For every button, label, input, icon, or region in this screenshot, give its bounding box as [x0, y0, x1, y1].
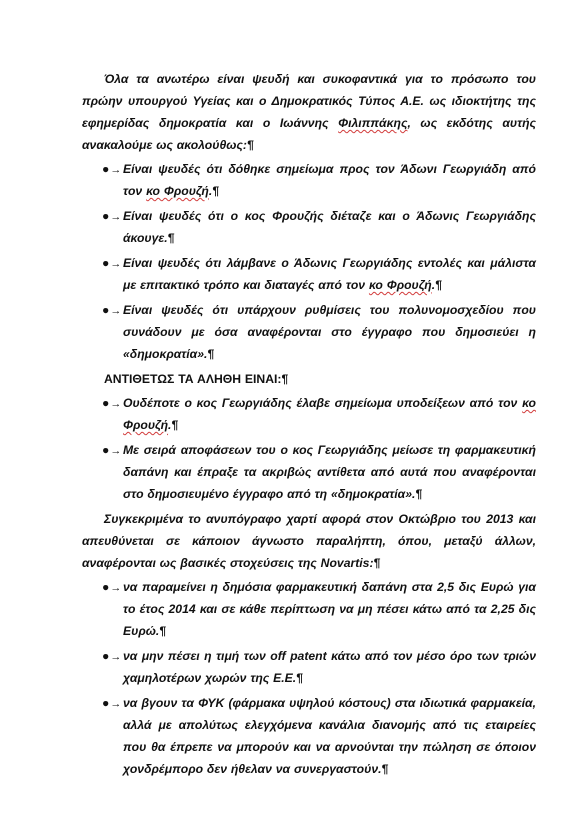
bullet-icon: ●: [102, 209, 110, 223]
list-item: [82, 392, 536, 436]
novartis-goals-list: [82, 576, 536, 780]
bullet-arrow-icon: [102, 158, 121, 181]
tab-arrow-icon: →: [110, 305, 122, 317]
truth-list: [82, 392, 536, 505]
list-item-text: Είναι ψευδές ότι δόθηκε σημείωμα προς τον Άδωνι Γεωργιάδη από τον: [123, 162, 536, 198]
spellcheck-word: κο Φρουζή: [123, 396, 536, 432]
list-item-text: να βγουν τα ΦΥΚ (φάρμακα υψηλού κόστους) στα ιδιωτικά φαρμακεία, αλλά με απολύτως ελεγχόμενα κανάλια διανομής από τις εταιρείες που θα έπρεπε να μπορούν και να αρνούνται την πώληση σε όποιον χονδρέμπορο δεν ήθελαν να συνεργαστούν.¶: [123, 696, 536, 776]
tab-arrow-icon: →: [110, 211, 122, 223]
list-item: [82, 439, 536, 505]
tab-arrow-icon: →: [110, 445, 122, 457]
list-item-text-end: .¶: [431, 278, 442, 292]
bullet-icon: ●: [102, 649, 110, 663]
tab-arrow-icon: →: [110, 698, 122, 710]
spellcheck-word: Φιλιππάκης: [338, 116, 408, 130]
list-item: [82, 252, 536, 296]
section-heading: ΑΝΤΙΘΕΤΩΣ ΤΑ ΑΛΗΘΗ ΕΙΝΑΙ:¶: [104, 372, 289, 386]
bullet-arrow-icon: [102, 645, 121, 668]
list-item: [82, 692, 536, 780]
list-item-text: Είναι ψευδές ότι ο κος Φρουζής διέταζε και ο Άδωνις Γεωργιάδης άκουγε.¶: [123, 209, 536, 245]
bullet-icon: ●: [102, 303, 110, 317]
spellcheck-word: κο Φρουζή: [368, 278, 432, 292]
tab-arrow-icon: →: [110, 398, 122, 410]
list-item-text: Είναι ψευδές ότι λάμβανε ο Άδωνις Γεωργιάδης εντολές και μάλιστα με επιτακτικό τρόπο και διαταγές από τον: [123, 256, 536, 292]
tab-arrow-icon: →: [110, 651, 122, 663]
intro-paragraph: [82, 68, 536, 156]
list-item: [82, 299, 536, 365]
bullet-icon: ●: [102, 580, 110, 594]
tab-arrow-icon: →: [110, 258, 122, 270]
bullet-arrow-icon: [102, 392, 121, 415]
list-item-text: να μην πέσει η τιμή των off patent κάτω από τον μέσο όρο των τριών χαμηλοτέρων χωρών της Ε.Ε.¶: [123, 649, 536, 685]
list-item: [82, 158, 536, 202]
bullet-arrow-icon: [102, 205, 121, 228]
list-item: [82, 576, 536, 642]
bullet-arrow-icon: [102, 299, 121, 322]
bullet-icon: ●: [102, 396, 110, 410]
bullet-icon: ●: [102, 256, 110, 270]
list-item-text-end: .¶: [208, 184, 220, 198]
bullet-arrow-icon: [102, 439, 121, 462]
intro-text-end: , ως εκδότης αυτής ανακαλούμε ως ακολούθως:¶: [82, 116, 537, 152]
list-item: [82, 205, 536, 249]
list-item-text: Με σειρά αποφάσεων του ο κος Γεωργιάδης μείωσε τη φαρμακευτική δαπάνη και έπραξε τα ακριβώς αντίθετα από αυτά που αναφέρονται στο δημοσιευμένο έγγραφο από τη «δημοκρατία».¶: [123, 443, 536, 501]
false-claims-list: [82, 158, 536, 365]
tab-arrow-icon: →: [110, 164, 122, 176]
bullet-icon: ●: [102, 162, 110, 176]
list-item-text: Ουδέποτε ο κος Γεωργιάδης έλαβε σημείωμα υποδείξεων από τον: [123, 396, 523, 410]
body-paragraph: Συγκεκριμένα το ανυπόγραφο χαρτί αφορά στον Οκτώβριο του 2013 και απευθύνεται σε κάποιον άγνωστο παραλήπτη, όπου, μεταξύ άλλων, αναφέρονται ως βασικές στοχεύσεις της Novartis:¶: [82, 512, 536, 570]
list-item-text: Είναι ψευδές ότι υπάρχουν ρυθμίσεις του πολυνομοσχεδίου που συνάδουν με όσα αναφέρονται στο έγγραφο που δημοσιεύει η «δημοκρατία».¶: [123, 303, 536, 361]
list-item-text-end: .¶: [168, 418, 179, 432]
bullet-arrow-icon: [102, 252, 121, 275]
list-item: [82, 645, 536, 689]
spellcheck-word: κο Φρουζή: [146, 184, 209, 198]
bullet-icon: ●: [102, 443, 110, 457]
intro-text: Όλα τα ανωτέρω είναι ψευδή και συκοφαντικά για το πρόσωπο του πρώην υπουργού Υγείας και ο Δημοκρατικός Τύπος Α.Ε. ως ιδιοκτήτης της εφημερίδας δημοκρατία και ο Ιωάννης: [82, 72, 536, 130]
bullet-arrow-icon: [102, 576, 121, 599]
tab-arrow-icon: →: [110, 582, 122, 594]
list-item-text: να παραμείνει η δημόσια φαρμακευτική δαπάνη στα 2,5 δις Ευρώ για το έτος 2014 και σε κάθε περίπτωση να μη πέσει κάτω από τα 2,25 δις Ευρώ.¶: [123, 580, 536, 638]
bullet-arrow-icon: [102, 692, 121, 715]
bullet-icon: ●: [102, 696, 110, 710]
